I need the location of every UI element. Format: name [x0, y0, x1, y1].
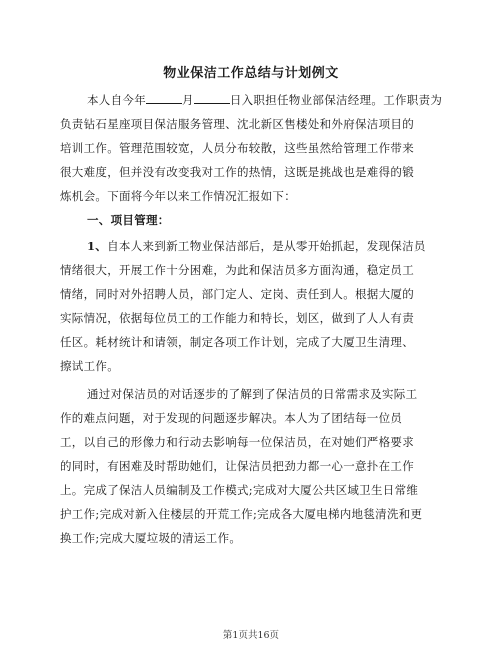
blank-day-field	[194, 92, 230, 104]
item-text: 自本人来到新工物业保洁部后，是从零开始抓起，发现保洁员	[107, 239, 426, 253]
para-2-line-5: 上。完成了保洁人员编制及工作模式;完成对大厦公共区域卫生日常维	[60, 483, 419, 497]
item-1-line-2: 情绪很大，开展工作十分困难，为此和保洁员多方面沟通，稳定员工	[60, 263, 414, 277]
intro-line-3: 培训工作。管理范围较宽，人员分布较散，这些虽然给管理工作带来	[60, 141, 414, 155]
item-number: 1、	[87, 239, 108, 253]
para-2-line-3: 工，以自己的形像力和行动去影响每一位保洁员，在对她们严格要求	[60, 435, 414, 449]
intro-line-2: 负责钻石星座项目保洁服务管理、沈北新区售楼处和外府保洁项目的	[60, 117, 414, 131]
para-2-line-6: 护工作;完成对新入住楼层的开荒工作;完成各大厦电梯内地毯清洗和更	[60, 507, 423, 521]
para-2-line-7: 换工作;完成大厦垃圾的清运工作。	[60, 531, 242, 545]
item-1-line-6: 擦试工作。	[60, 359, 119, 373]
blank-month-field	[146, 92, 182, 104]
intro-line-1	[87, 91, 442, 109]
document-title: 物业保洁工作总结与计划例文	[163, 66, 339, 81]
intro-line-4: 很大难度，但并没有改变我对工作的热情，这既是挑战也是难得的锻	[60, 165, 414, 179]
para-2-line-1: 通过对保洁员的对话逐步的了解到了保洁员的日常需求及实际工	[87, 387, 418, 401]
page-footer: 第1页共16页	[222, 630, 280, 641]
item-1-line-5: 任区。耗材统计和请领，制定各项工作计划，完成了大厦卫生清理、	[60, 335, 414, 349]
section-heading: 一、项目管理：	[87, 213, 170, 227]
intro-text: 月	[182, 93, 194, 107]
para-2-line-4: 的同时，有困难及时帮助她们，让保洁员把劲力都一心一意扑在工作	[60, 459, 414, 473]
item-1-line-1	[87, 237, 426, 255]
item-1-line-4: 实际情况，依据每位员工的工作能力和特长，划区，做到了人人有责	[60, 311, 414, 325]
intro-text: 本人自今年	[87, 93, 146, 107]
para-2-line-2: 作的难点问题，对于发现的问题逐步解决。本人为了团结每一位员	[60, 411, 403, 425]
item-1-line-3: 情绪，同时对外招聘人员，部门定人、定岗、责任到人。根据大厦的	[60, 287, 414, 301]
intro-line-5: 炼机会。下面将今年以来工作情况汇报如下：	[60, 189, 296, 203]
intro-text: 日入职担任物业部保洁经理。工作职责为	[229, 93, 443, 107]
